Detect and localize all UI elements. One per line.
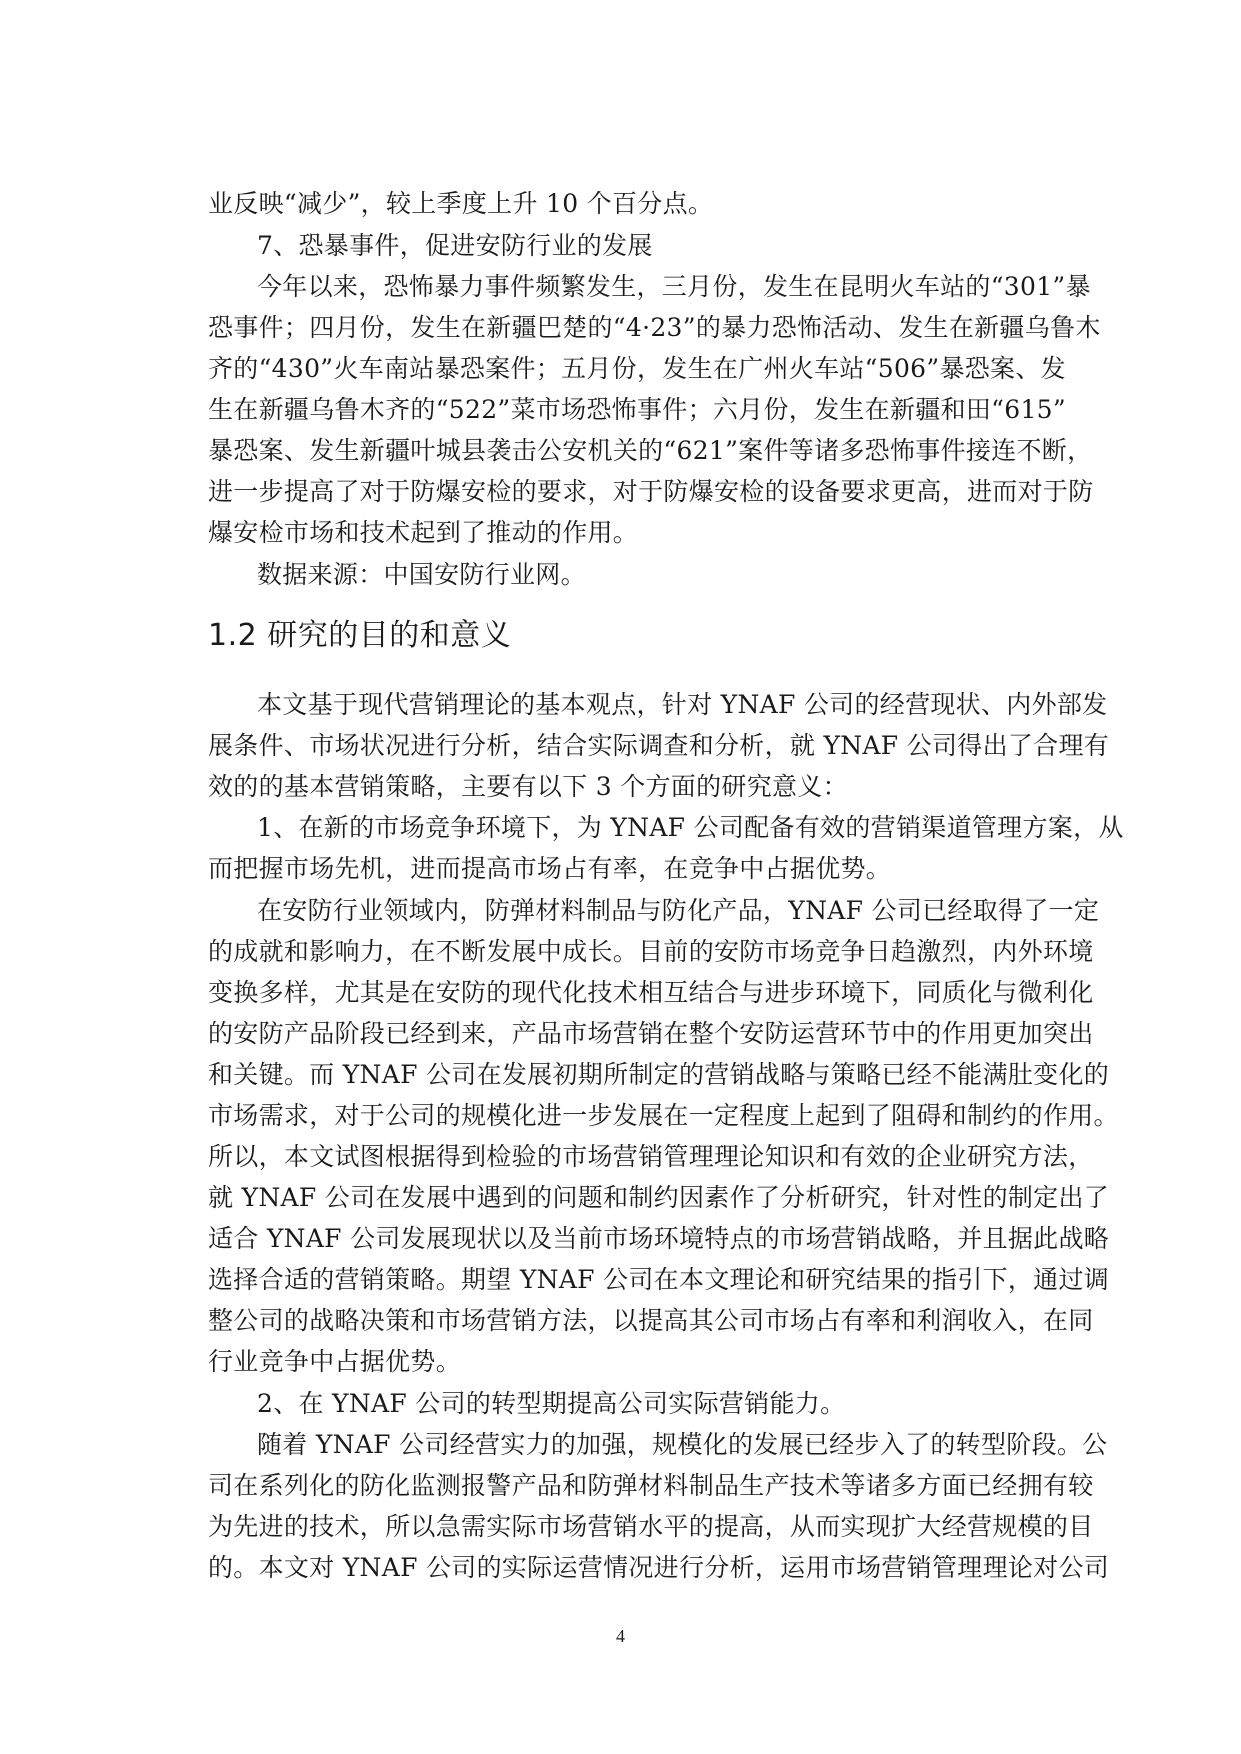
body-text-line: 随着 YNAF 公司经营实力的加强，规模化的发展已经步入了的转型阶段。公 [257, 1430, 1108, 1459]
body-text-line: 业反映“减少”，较上季度上升 10 个百分点。 [208, 189, 714, 218]
body-text-line: 的。本文对 YNAF 公司的实际运营情况进行分析，运用市场营销管理理论对公司 [208, 1553, 1110, 1582]
body-text-line: 和关键。而 YNAF 公司在发展初期所制定的营销战略与策略已经不能满肚变化的 [208, 1060, 1110, 1089]
body-text-line: 效的的基本营销策略，主要有以下 3 个方面的研究意义： [208, 772, 848, 801]
source-note: 数据来源：中国安防行业网。 [257, 560, 586, 589]
body-text-line: 生在新疆乌鲁木齐的“522”菜市场恐怖事件；六月份，发生在新疆和田“615” [208, 395, 1066, 424]
body-text-line: 所以，本文试图根据得到检验的市场营销管理理论知识和有效的企业研究方法， [208, 1142, 1094, 1171]
body-text-line: 本文基于现代营销理论的基本观点，针对 YNAF 公司的经营现状、内外部发 [257, 690, 1108, 719]
page-number: 4 [616, 1626, 625, 1646]
body-text-line: 展条件、市场状况进行分析，结合实际调查和分析，就 YNAF 公司得出了合理有 [208, 731, 1110, 760]
section-heading: 1.2 研究的目的和意义 [208, 618, 512, 653]
body-text-line: 为先进的技术，所以急需实际市场营销水平的提高，从而实现扩大经营规模的目 [208, 1512, 1094, 1541]
body-text-line: 今年以来，恐怖暴力事件频繁发生，三月份，发生在昆明火车站的“301”暴 [257, 272, 1091, 301]
body-text-line: 爆安检市场和技术起到了推动的作用。 [208, 518, 639, 547]
body-text-line: 选择合适的营销策略。期望 YNAF 公司在本文理论和研究结果的指引下，通过调 [208, 1265, 1110, 1294]
body-text-line: 在安防行业领域内，防弹材料制品与防化产品，YNAF 公司已经取得了一定 [257, 896, 1100, 925]
body-text-line: 1、在新的市场竞争环境下，为 YNAF 公司配备有效的营销渠道管理方案，从 [257, 813, 1124, 842]
body-text-line: 而把握市场先机，进而提高市场占有率，在竞争中占据优势。 [208, 854, 892, 883]
body-text-line: 市场需求，对于公司的规模化进一步发展在一定程度上起到了阻碍和制约的作用。 [208, 1101, 1119, 1130]
body-text-line: 整公司的战略决策和市场营销方法，以提高其公司市场占有率和利润收入，在同 [208, 1306, 1094, 1335]
body-text-line: 进一步提高了对于防爆安检的要求，对于防爆安检的设备要求更高，进而对于防 [208, 477, 1094, 506]
body-text-line: 的安防产品阶段已经到来，产品市场营销在整个安防运营环节中的作用更加突出 [208, 1019, 1094, 1048]
body-text-line: 7、恐暴事件，促进安防行业的发展 [257, 231, 653, 260]
body-text-line: 就 YNAF 公司在发展中遇到的问题和制约因素作了分析研究，针对性的制定出了 [208, 1183, 1110, 1212]
body-text-line: 行业竞争中占据优势。 [208, 1347, 462, 1376]
body-text-line: 齐的“430”火车南站暴恐案件；五月份，发生在广州火车站“506”暴恐案、发 [208, 354, 1066, 383]
body-text-line: 适合 YNAF 公司发展现状以及当前市场环境特点的市场营销战略，并且据此战略 [208, 1224, 1110, 1253]
body-text-line: 恐事件；四月份，发生在新疆巴楚的“4·23”的暴力恐怖活动、发生在新疆乌鲁木 [208, 313, 1101, 342]
body-text-line: 暴恐案、发生新疆叶城县袭击公安机关的“621”案件等诸多恐怖事件接连不断， [208, 436, 1093, 465]
body-text-line: 变换多样，尤其是在安防的现代化技术相互结合与进步环境下，同质化与微利化 [208, 978, 1094, 1007]
body-text-line: 司在系列化的防化监测报警产品和防弹材料制品生产技术等诸多方面已经拥有较 [208, 1471, 1094, 1500]
body-text-line: 的成就和影响力，在不断发展中成长。目前的安防市场竞争日趋激烈，内外环境 [208, 937, 1094, 966]
body-text-line: 2、在 YNAF 公司的转型期提高公司实际营销能力。 [257, 1389, 846, 1418]
